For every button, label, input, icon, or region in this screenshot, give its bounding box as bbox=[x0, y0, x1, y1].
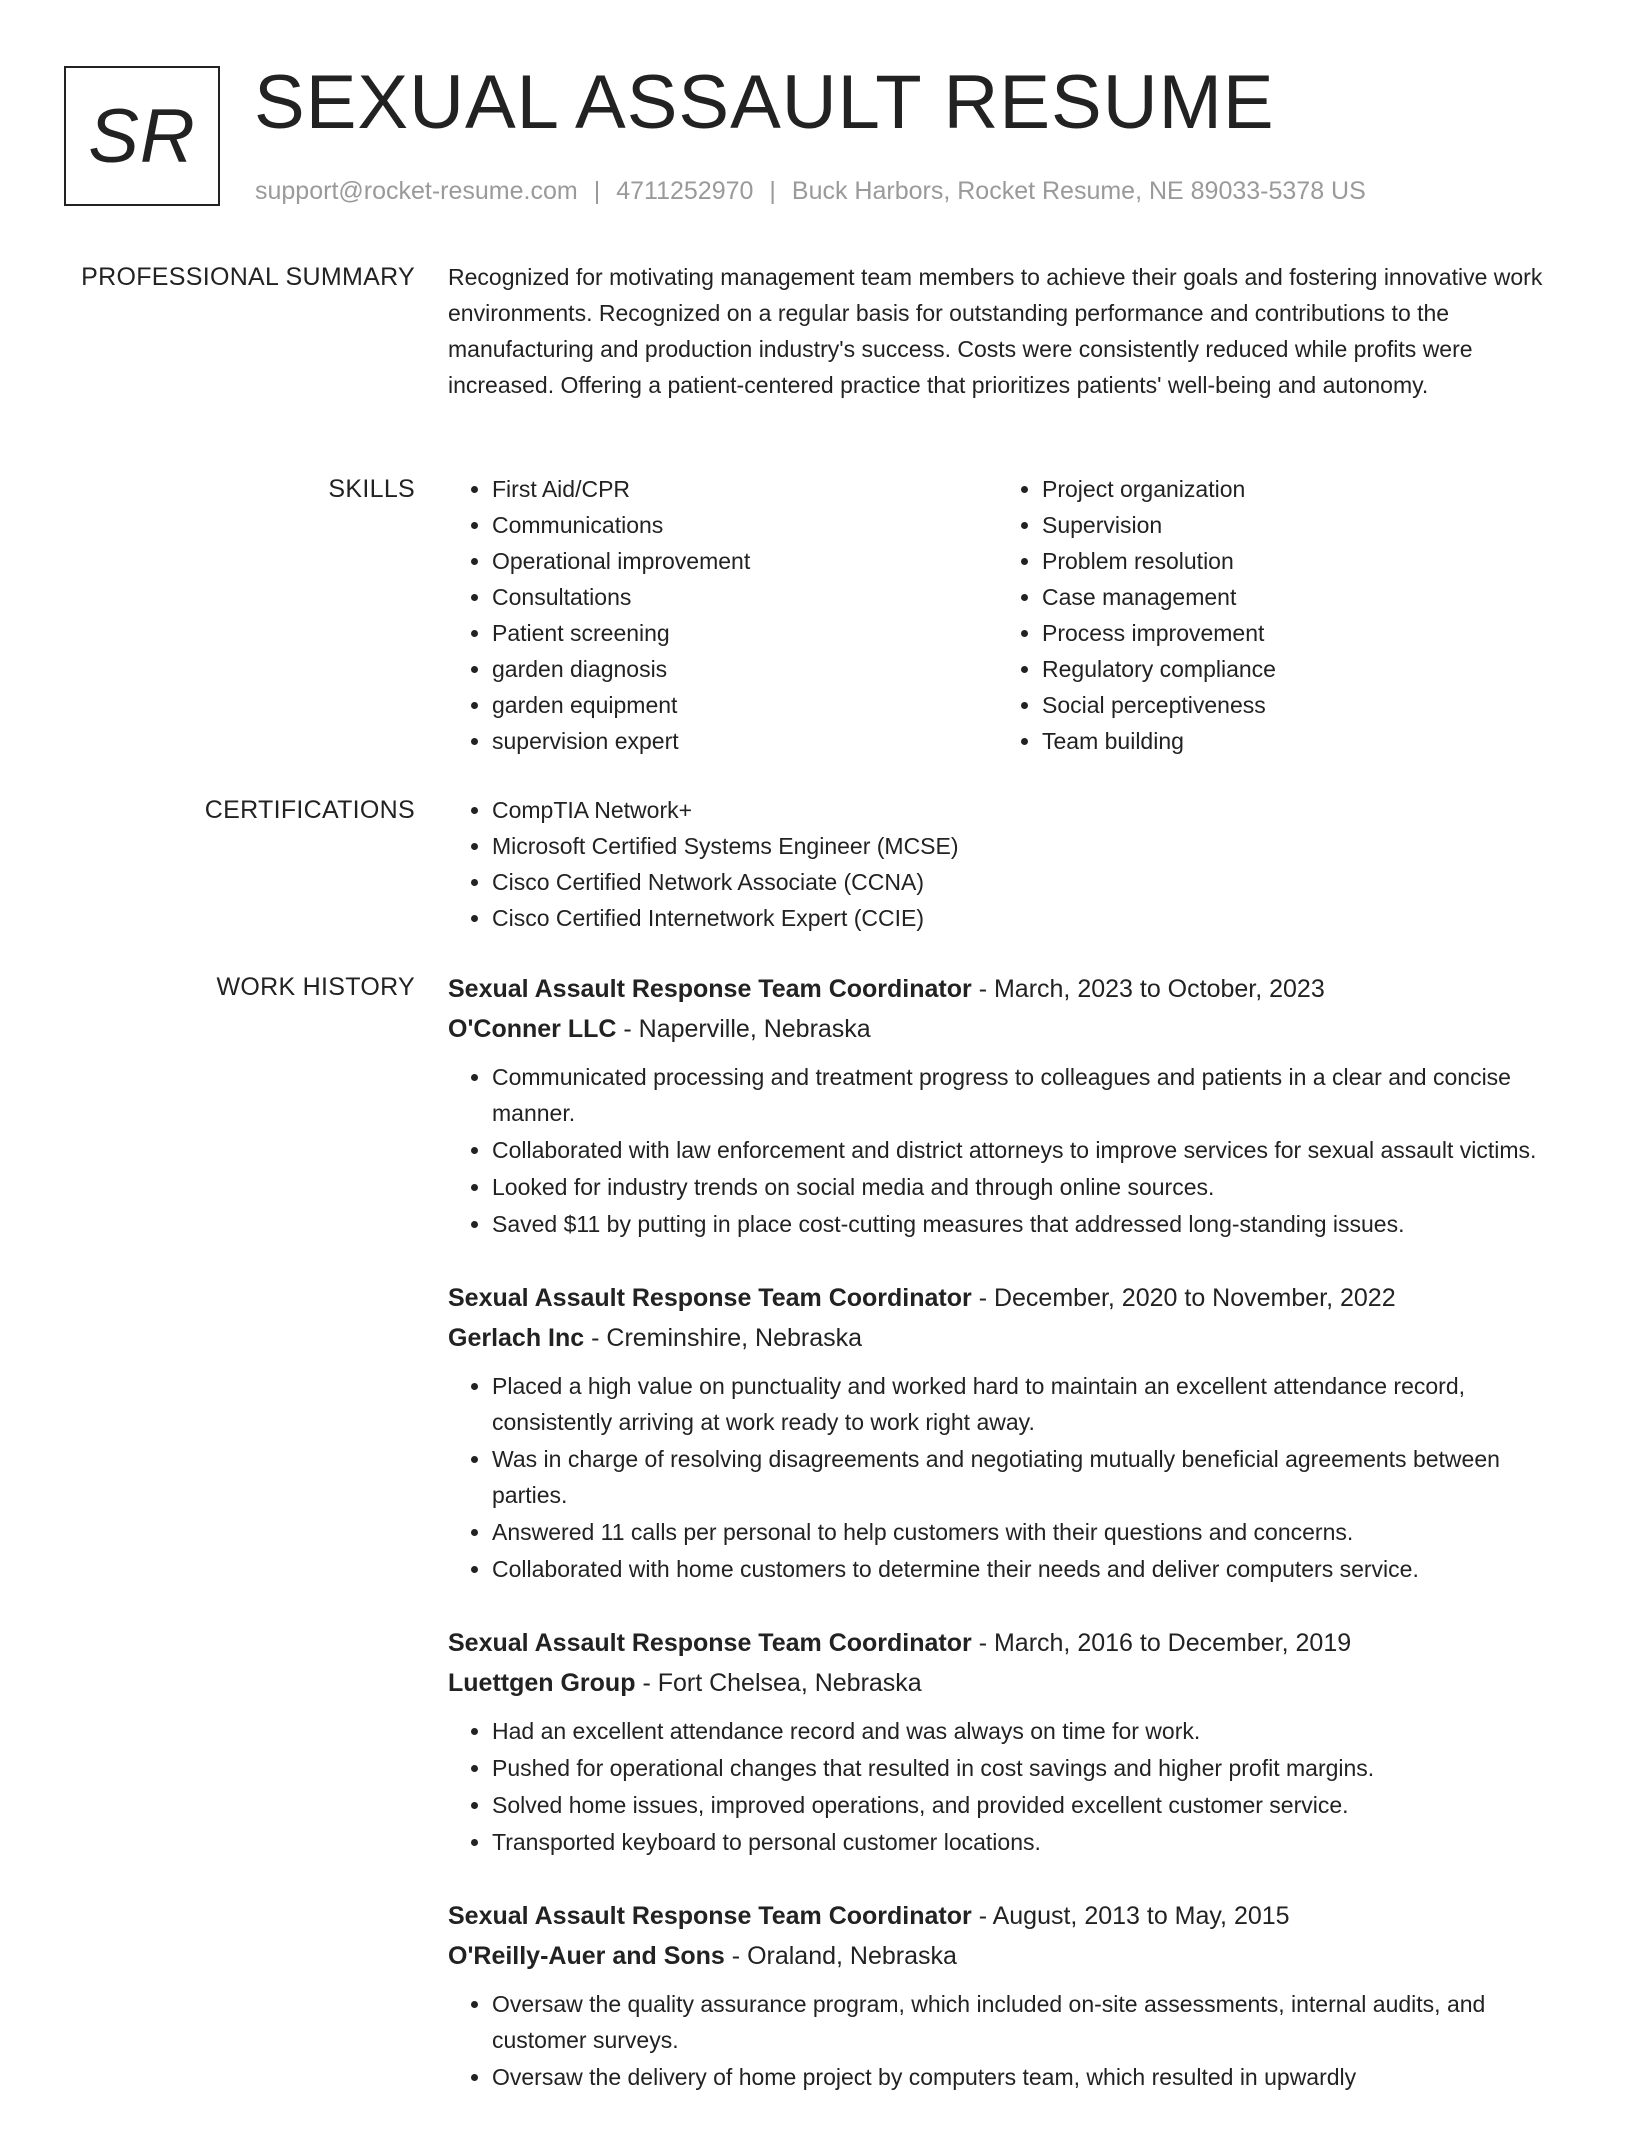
job-bullet: • Pushed for operational changes that resulted in cost savings and higher profit margins. bbox=[492, 1750, 1568, 1786]
skills-column-left bbox=[448, 471, 998, 759]
job-bullet: • Transported keyboard to personal customer locations. bbox=[492, 1824, 1568, 1860]
certification-item: • Microsoft Certified Systems Engineer (MCSE) bbox=[492, 828, 1568, 864]
job-bullet: • Answered 11 calls per personal to help customers with their questions and concerns. bbox=[492, 1514, 1568, 1550]
job-bullet: • Placed a high value on punctuality and worked hard to maintain an excellent attendance record, consistently arriving at work ready to work right away. bbox=[492, 1368, 1568, 1440]
job-company: Gerlach Inc bbox=[448, 1324, 585, 1352]
skill-item: • Case management bbox=[1042, 579, 1548, 615]
certification-item: • Cisco Certified Internetwork Expert (CCIE) bbox=[492, 900, 1568, 936]
certification-item: • Cisco Certified Network Associate (CCNA) bbox=[492, 864, 1568, 900]
job-entry bbox=[448, 1278, 1568, 1587]
job-company-line bbox=[448, 1318, 1568, 1358]
job-dates: - December, 2020 to November, 2022 bbox=[978, 1284, 1396, 1312]
contact-email: support@rocket-resume.com bbox=[255, 177, 578, 205]
job-bullet: • Oversaw the delivery of home project by computers team, which resulted in upwardly bbox=[492, 2059, 1568, 2095]
job-company-line bbox=[448, 1663, 1568, 1703]
job-entry bbox=[448, 1623, 1568, 1860]
work-history-label: WORK HISTORY bbox=[216, 973, 415, 1001]
job-company-line bbox=[448, 1009, 1568, 1049]
skill-item: • Communications bbox=[492, 507, 998, 543]
job-entry bbox=[448, 1896, 1568, 2095]
job-bullet: • Oversaw the quality assurance program, which included on-site assessments, internal audits, and customer surveys. bbox=[492, 1986, 1568, 2058]
job-bullet: • Collaborated with home customers to determine their needs and deliver computers service. bbox=[492, 1551, 1568, 1587]
contact-address: Buck Harbors, Rocket Resume, NE 89033-5378 US bbox=[791, 177, 1366, 205]
skill-item: • Supervision bbox=[1042, 507, 1548, 543]
skill-item: • garden diagnosis bbox=[492, 651, 998, 687]
skill-item: • garden equipment bbox=[492, 687, 998, 723]
contact-separator: | bbox=[593, 177, 601, 205]
certification-item: • CompTIA Network+ bbox=[492, 792, 1568, 828]
job-title: Sexual Assault Response Team Coordinator bbox=[448, 1902, 972, 1930]
job-entry bbox=[448, 969, 1568, 1242]
resume-title: SEXUAL ASSAULT RESUME bbox=[254, 60, 1275, 145]
job-company: Luettgen Group bbox=[448, 1669, 636, 1697]
job-company: O'Reilly-Auer and Sons bbox=[448, 1942, 725, 1970]
monogram-badge: SR bbox=[64, 66, 220, 206]
skill-item: • First Aid/CPR bbox=[492, 471, 998, 507]
contact-separator: | bbox=[769, 177, 776, 205]
job-bullet: • Communicated processing and treatment progress to colleagues and patients in a clear and concise manner. bbox=[492, 1059, 1568, 1131]
job-title: Sexual Assault Response Team Coordinator bbox=[448, 1629, 972, 1657]
job-title-line bbox=[448, 969, 1568, 1009]
job-title-line bbox=[448, 1623, 1568, 1663]
skill-item: • supervision expert bbox=[492, 723, 998, 759]
job-bullet: • Saved $11 by putting in place cost-cutting measures that addressed long-standing issues. bbox=[492, 1206, 1568, 1242]
skill-item: • Social perceptiveness bbox=[1042, 687, 1548, 723]
job-title-line bbox=[448, 1896, 1568, 1936]
summary-text: Recognized for motivating management team members to achieve their goals and fostering innovative work environments. Recognized on a regular basis for outstanding performance and contributions to the manufacturing and production industry's success. Costs were consistently reduced while profits were increased. Offering a patient-centered practice that prioritizes patients' well-being and autonomy. bbox=[448, 264, 1543, 398]
skills-grid bbox=[448, 471, 1568, 759]
job-bullet: • Collaborated with law enforcement and district attorneys to improve services for sexual assault victims. bbox=[492, 1132, 1568, 1168]
job-bullet: • Looked for industry trends on social media and through online sources. bbox=[492, 1169, 1568, 1205]
skill-item: • Team building bbox=[1042, 723, 1548, 759]
job-company-line bbox=[448, 1936, 1568, 1976]
skill-item: • Project organization bbox=[1042, 471, 1548, 507]
skill-item: • Process improvement bbox=[1042, 615, 1548, 651]
job-location: - Oraland, Nebraska bbox=[731, 1942, 957, 1970]
job-bullet: • Was in charge of resolving disagreements and negotiating mutually beneficial agreements between parties. bbox=[492, 1441, 1568, 1513]
job-title-line bbox=[448, 1278, 1568, 1318]
job-location: - Naperville, Nebraska bbox=[623, 1015, 871, 1043]
job-dates: - March, 2023 to October, 2023 bbox=[978, 975, 1325, 1003]
skill-item: • Consultations bbox=[492, 579, 998, 615]
contact-line bbox=[255, 174, 1366, 208]
skills-label: SKILLS bbox=[328, 475, 415, 503]
job-location: - Fort Chelsea, Nebraska bbox=[642, 1669, 922, 1697]
skill-item: • Regulatory compliance bbox=[1042, 651, 1548, 687]
work-history-body bbox=[448, 969, 1568, 2131]
summary-body bbox=[448, 259, 1568, 403]
skill-item: • Problem resolution bbox=[1042, 543, 1548, 579]
job-location: - Creminshire, Nebraska bbox=[591, 1324, 863, 1352]
job-bullet: • Solved home issues, improved operations, and provided excellent customer service. bbox=[492, 1787, 1568, 1823]
certifications-label: CERTIFICATIONS bbox=[204, 796, 415, 824]
job-dates: - August, 2013 to May, 2015 bbox=[978, 1902, 1290, 1930]
job-title: Sexual Assault Response Team Coordinator bbox=[448, 1284, 972, 1312]
job-title: Sexual Assault Response Team Coordinator bbox=[448, 975, 972, 1003]
skills-body bbox=[448, 471, 1568, 759]
certifications-body bbox=[448, 792, 1568, 936]
skill-item: • Operational improvement bbox=[492, 543, 998, 579]
summary-label: PROFESSIONAL SUMMARY bbox=[81, 263, 415, 291]
skills-column-right bbox=[998, 471, 1548, 759]
job-dates: - March, 2016 to December, 2019 bbox=[978, 1629, 1352, 1657]
skill-item: • Patient screening bbox=[492, 615, 998, 651]
contact-phone: 4711252970 bbox=[616, 177, 754, 205]
job-company: O'Conner LLC bbox=[448, 1015, 617, 1043]
job-bullet: • Had an excellent attendance record and was always on time for work. bbox=[492, 1713, 1568, 1749]
